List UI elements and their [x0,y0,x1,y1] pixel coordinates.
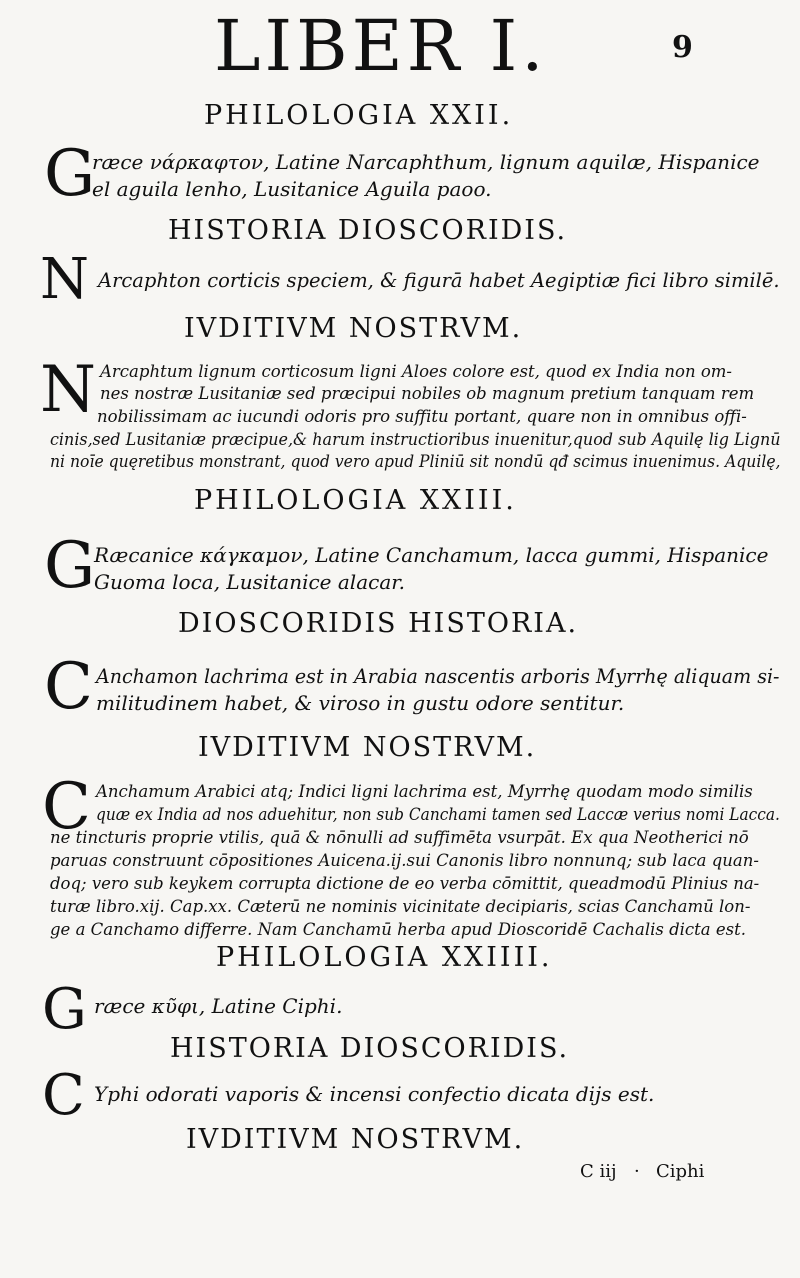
drop-cap-g: G [44,137,96,211]
drop-cap-g: G [42,977,87,1042]
text-line: quæ ex India ad nos aduehitur, non sub Canchami tamen sed Laccæ verius nomi Lacca. [96,805,780,824]
text-line: Anchamon lachrima est in Arabia nascentis arboris Myrrhę aliquam si- [96,664,780,688]
text-line: ræce νάρκαφτον, Latine Narcaphthum, lignum aquilæ, Hispanice [92,150,760,174]
text-line: nobilissimam ac iucundi odoris pro suffitu portant, quare non in omnibus offi- [97,407,747,426]
catchword: Ciphi [656,1161,705,1182]
drop-cap-n: N [40,353,96,427]
section-heading-historia: DIOSCORIDIS HISTORIA. [178,608,579,639]
running-head-title: LIBER I. [214,5,548,87]
signature-mark: C iij [580,1161,617,1182]
section-heading-philologia-24: PHILOLOGIA XXIIII. [216,942,553,973]
text-line: ge a Canchamo differre. Nam Canchamū herba apud Dioscoridē Cachalis dicta est. [50,920,746,939]
text-line: turæ libro.xij. Cap.xx. Cæterū ne nominis vicinitate decipiaris, scias Canchamū lon- [50,897,751,916]
drop-cap-n: N [40,247,89,312]
text-line: paruas construunt cōpositiones Auicena.ij.sui Canonis libro nonnunq; sub laca quan- [50,851,759,870]
section-heading-historia: HISTORIA DIOSCORIDIS. [170,1033,570,1064]
text-line: Guoma loca, Lusitanice alacar. [94,570,405,594]
text-line: Anchamum Arabici atq; Indici ligni lachrima est, Myrrhę quodam modo similis [96,782,753,801]
drop-cap-c: C [42,1063,85,1128]
text-line: cinis,sed Lusitaniæ præcipue,& harum instructioribus inuenitur,quod sub Aquilę lig Lignū [50,430,781,449]
text-line: doq; vero sub keykem corrupta dictione de eo verba cōmittit, queadmodū Plinius na- [50,874,760,893]
text-line: militudinem habet, & viroso in gustu odore sentitur. [96,691,625,715]
section-heading-iuditium: IVDITIVM NOSTRVM. [184,313,523,344]
folio-number: 9 [672,30,693,65]
section-heading-iuditium: IVDITIVM NOSTRVM. [198,732,537,763]
section-heading-philologia-23: PHILOLOGIA XXIII. [194,485,517,516]
text-line: Arcaphtum lignum corticosum ligni Aloes colore est, quod ex India non om- [100,362,733,381]
drop-cap-c: C [42,770,91,844]
separator-dot: · [634,1161,640,1182]
section-heading-historia: HISTORIA DIOSCORIDIS. [168,215,568,246]
text-line: el aguila lenho, Lusitanice Aguila paoo. [92,177,492,201]
text-line: nes nostræ Lusitaniæ sed præcipui nobiles ob magnum pretium tanquam rem [100,384,755,403]
text-line: Yphi odorati vaporis & incensi confectio dicata dijs est. [94,1082,655,1106]
text-line: ræce κῦφι, Latine Ciphi. [94,994,343,1018]
text-line: Ræcanice κάγκαμον, Latine Canchamum, lacca gummi, Hispanice [94,543,769,567]
section-heading-iuditium: IVDITIVM NOSTRVM. [186,1124,525,1155]
text-line: ni noīe quęretibus monstrant, quod vero apud Pliniū sit nondū qđ scimus inuenimus. Aquilę, [50,452,781,471]
section-heading-philologia-22: PHILOLOGIA XXII. [204,100,514,131]
text-line: Arcaphton corticis speciem, & figurā habet Aegiptiæ fici libro similē. [98,268,780,292]
text-line: ne tincturis proprie vtilis, quā & nōnulli ad suffimēta vsurpāt. Ex qua Neotherici nō [50,828,749,847]
drop-cap-g: G [44,529,96,603]
drop-cap-c: C [44,650,93,724]
